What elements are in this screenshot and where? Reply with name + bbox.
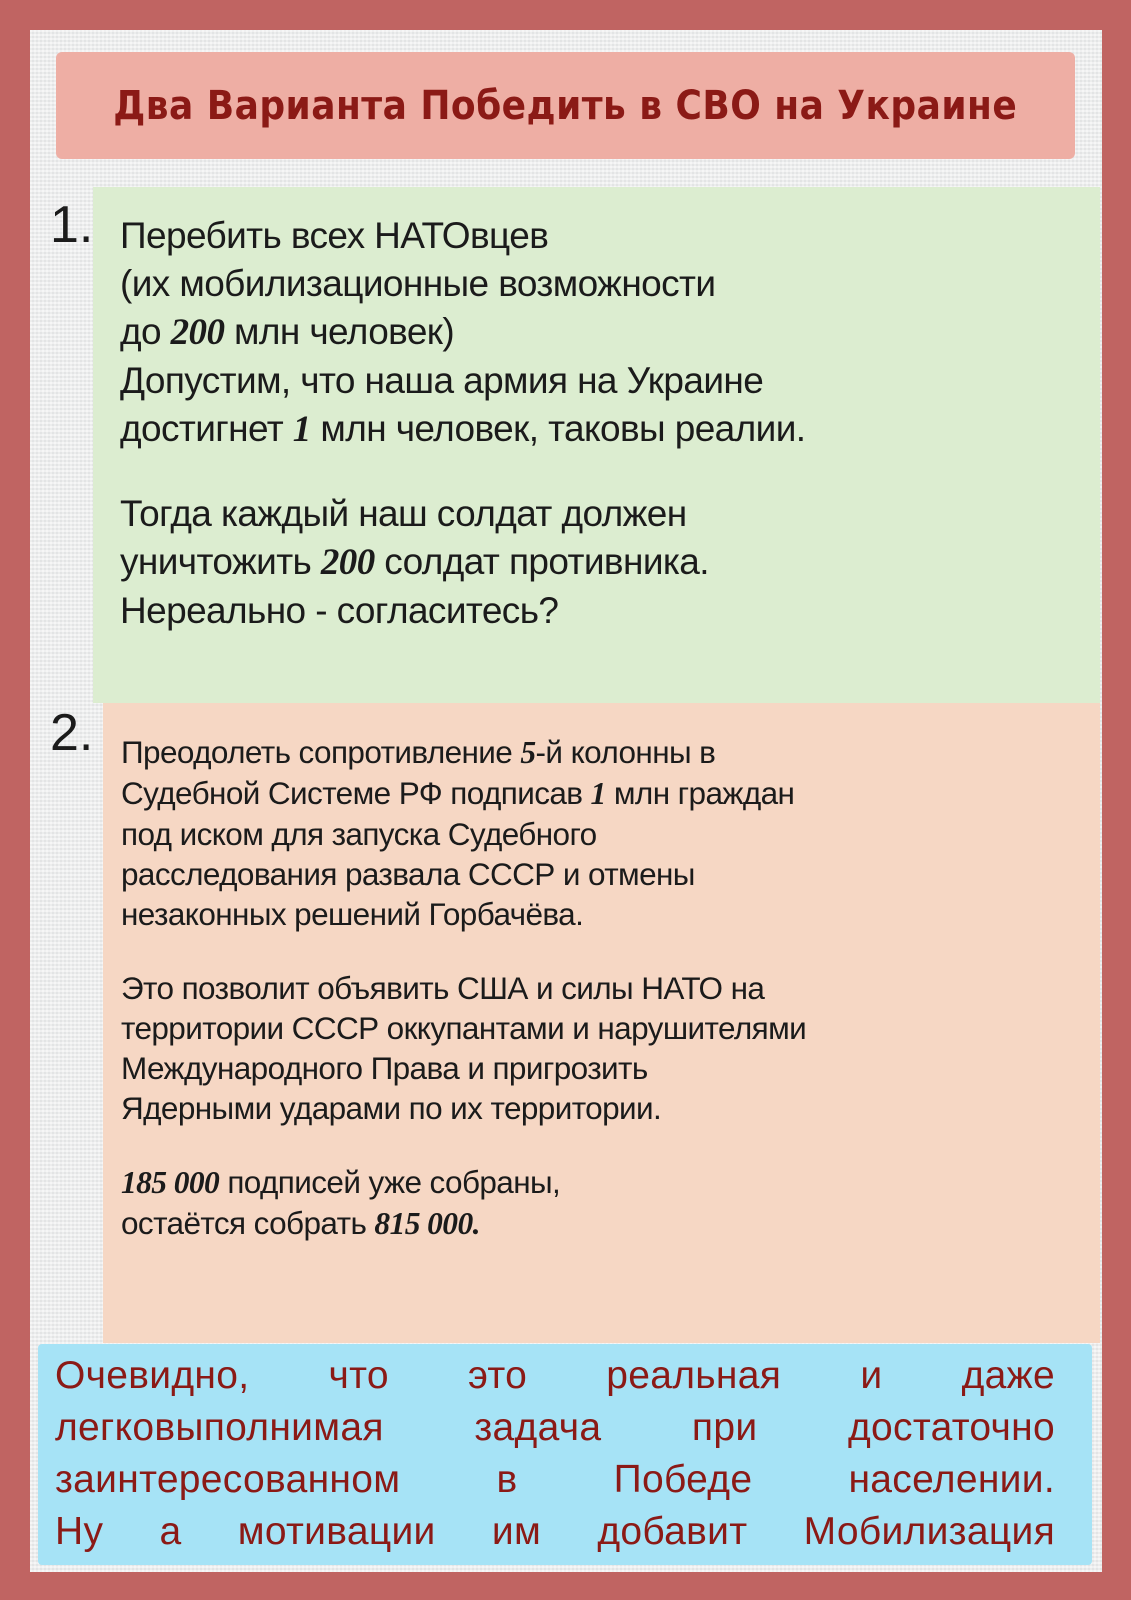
text-fragment: Судебной Системе РФ подписав — [121, 775, 591, 811]
highlight-number: 5 — [520, 735, 536, 770]
option-1-line: Перебить всех НАТОвцев — [120, 215, 549, 256]
paragraph-gap — [121, 934, 806, 968]
highlight-number: 200 — [170, 312, 225, 353]
paragraph-gap — [120, 454, 805, 490]
option-1-line: Тогда каждый наш солдат должен — [120, 493, 687, 534]
option-2-text — [121, 732, 806, 1244]
option-1-line — [120, 538, 805, 587]
signatures-remaining — [121, 1203, 806, 1244]
option-2-line — [121, 773, 806, 814]
option-2-line — [121, 732, 806, 773]
option-2-line: незаконных решений Горбачёва. — [121, 896, 584, 932]
text-fragment: достигнет — [120, 408, 293, 449]
text-fragment: млн человек, таковы реалии. — [310, 408, 806, 449]
conclusion-line: Очевидно, что это реальная и даже — [55, 1354, 1055, 1397]
signatures-collected — [121, 1162, 806, 1203]
option-1-text — [120, 212, 805, 635]
text-fragment: солдат противника. — [374, 541, 709, 582]
highlight-number: 1 — [590, 776, 606, 811]
conclusion-line: заинтересованном в Победе населении. — [55, 1458, 1055, 1501]
option-2-line: Ядерными ударами по их территории. — [121, 1090, 662, 1126]
text-fragment: -й колонны в — [535, 734, 716, 770]
highlight-number: 185 000 — [121, 1165, 220, 1200]
option-1-line — [120, 308, 805, 357]
text-fragment: подписей уже собраны, — [219, 1164, 561, 1200]
option-2-line: территории СССР оккупантами и нарушителями — [121, 1010, 807, 1046]
text-fragment: до — [120, 311, 171, 352]
option-2-line: Международного Права и пригрозить — [121, 1050, 648, 1086]
option-2-line: расследования развала СССР и отмены — [121, 856, 695, 892]
conclusion-line: легковыполнимая задача при достаточно — [55, 1406, 1055, 1449]
highlight-number: 200 — [320, 542, 375, 583]
option-2-line: Это позволит объявить США и силы НАТО на — [121, 970, 765, 1006]
page-title: Два Варианта Победить в СВО на Украине — [113, 82, 1018, 129]
text-fragment: млн человек) — [224, 311, 455, 352]
text-fragment: остаётся собрать — [121, 1205, 375, 1241]
highlight-number: 1 — [292, 409, 311, 450]
text-fragment: уничтожить — [120, 541, 321, 582]
option-2-number: 2. — [50, 704, 94, 762]
option-1-line: Допустим, что наша армия на Украине — [120, 360, 764, 401]
option-2-line: под иском для запуска Судебного — [121, 816, 597, 852]
option-1-line: Нереально - согласитесь? — [120, 590, 559, 631]
title-banner — [56, 52, 1075, 159]
conclusion-text — [55, 1350, 1055, 1558]
paragraph-gap — [121, 1128, 806, 1162]
option-1-number: 1. — [50, 196, 94, 254]
option-1-line — [120, 405, 805, 454]
highlight-number: 815 000. — [374, 1206, 480, 1241]
text-fragment: Преодолеть сопротивление — [121, 734, 521, 770]
option-1-line: (их мобилизационные возможности — [120, 263, 716, 304]
conclusion-line: Ну а мотивации им добавит Мобилизация — [55, 1510, 1055, 1553]
text-fragment: млн граждан — [605, 775, 795, 811]
